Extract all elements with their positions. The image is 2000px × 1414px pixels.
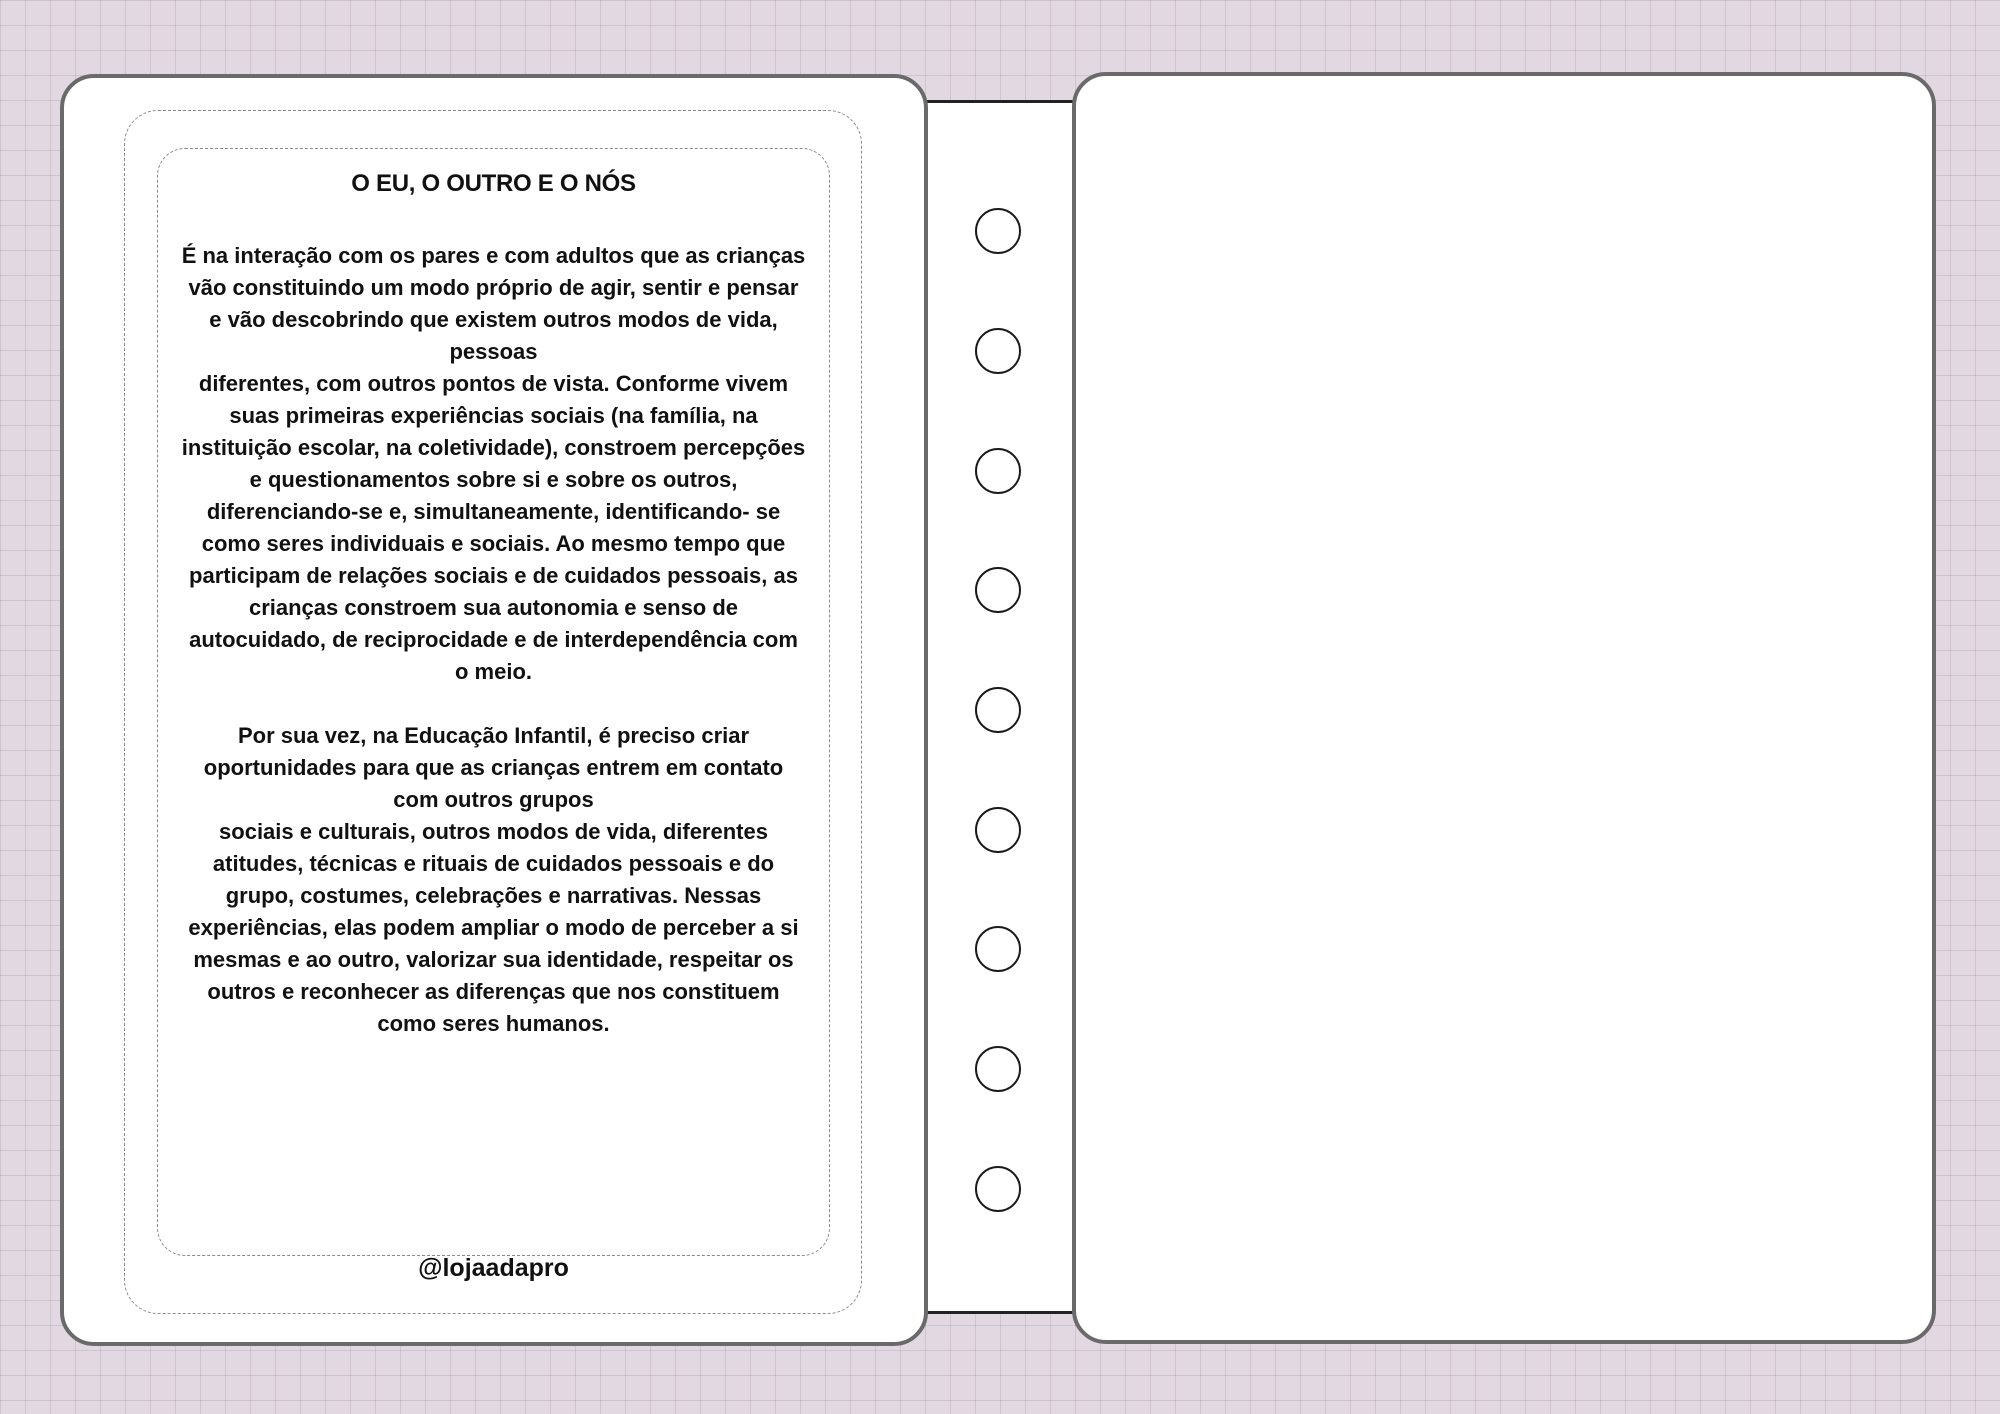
card-text-block — [180, 170, 807, 1040]
card-body — [180, 240, 807, 1040]
ring-hole — [975, 328, 1021, 374]
right-card-blank — [1072, 72, 1936, 1344]
footer-handle: @lojaadapro — [418, 1254, 569, 1282]
paragraph-1-part-2: diferentes, com outros pontos de vista. Conforme vivem suas primeiras experiências sociais (na família, na instituição escolar, na coletividade), constroem percepções e questionamentos sobre si e sobre os outros, diferenciando-se e, simultaneamente, identificando- se como seres individuais e sociais. Ao mesmo tempo que participam de relações sociais e de cuidados pessoais, as crianças constroem sua autonomia e senso de autocuidado, de reciprocidade e de interdependência com o meio. — [181, 371, 806, 684]
ring-hole — [975, 208, 1021, 254]
paragraph-2-part-1: Por sua vez, na Educação Infantil, é preciso criar oportunidades para que as crianças entrem em contato com outros grupos — [203, 723, 784, 812]
binder-strip — [924, 100, 1076, 1314]
ring-hole — [975, 567, 1021, 613]
paragraph-spacer — [180, 688, 807, 720]
paragraph-2-part-2: sociais e culturais, outros modos de vida, diferentes atitudes, técnicas e rituais de cuidados pessoais e do grupo, costumes, celebrações e narrativas. Nessas experiências, elas podem ampliar o modo de perceber a si mesmas e ao outro, valorizar sua identidade, respeitar os outros e reconhecer as diferenças que nos constituem como seres humanos. — [188, 819, 799, 1036]
ring-hole — [975, 448, 1021, 494]
ring-hole — [975, 1046, 1021, 1092]
paragraph-1-part-1: É na interação com os pares e com adultos que as crianças vão constituindo um modo próprio de agir, sentir e pensar e vão descobrindo que existem outros modos de vida, pessoas — [181, 243, 806, 364]
ring-hole — [975, 926, 1021, 972]
card-title: O EU, O OUTRO E O NÓS — [351, 170, 636, 197]
ring-hole — [975, 807, 1021, 853]
ring-hole — [975, 1166, 1021, 1212]
ring-hole — [975, 687, 1021, 733]
